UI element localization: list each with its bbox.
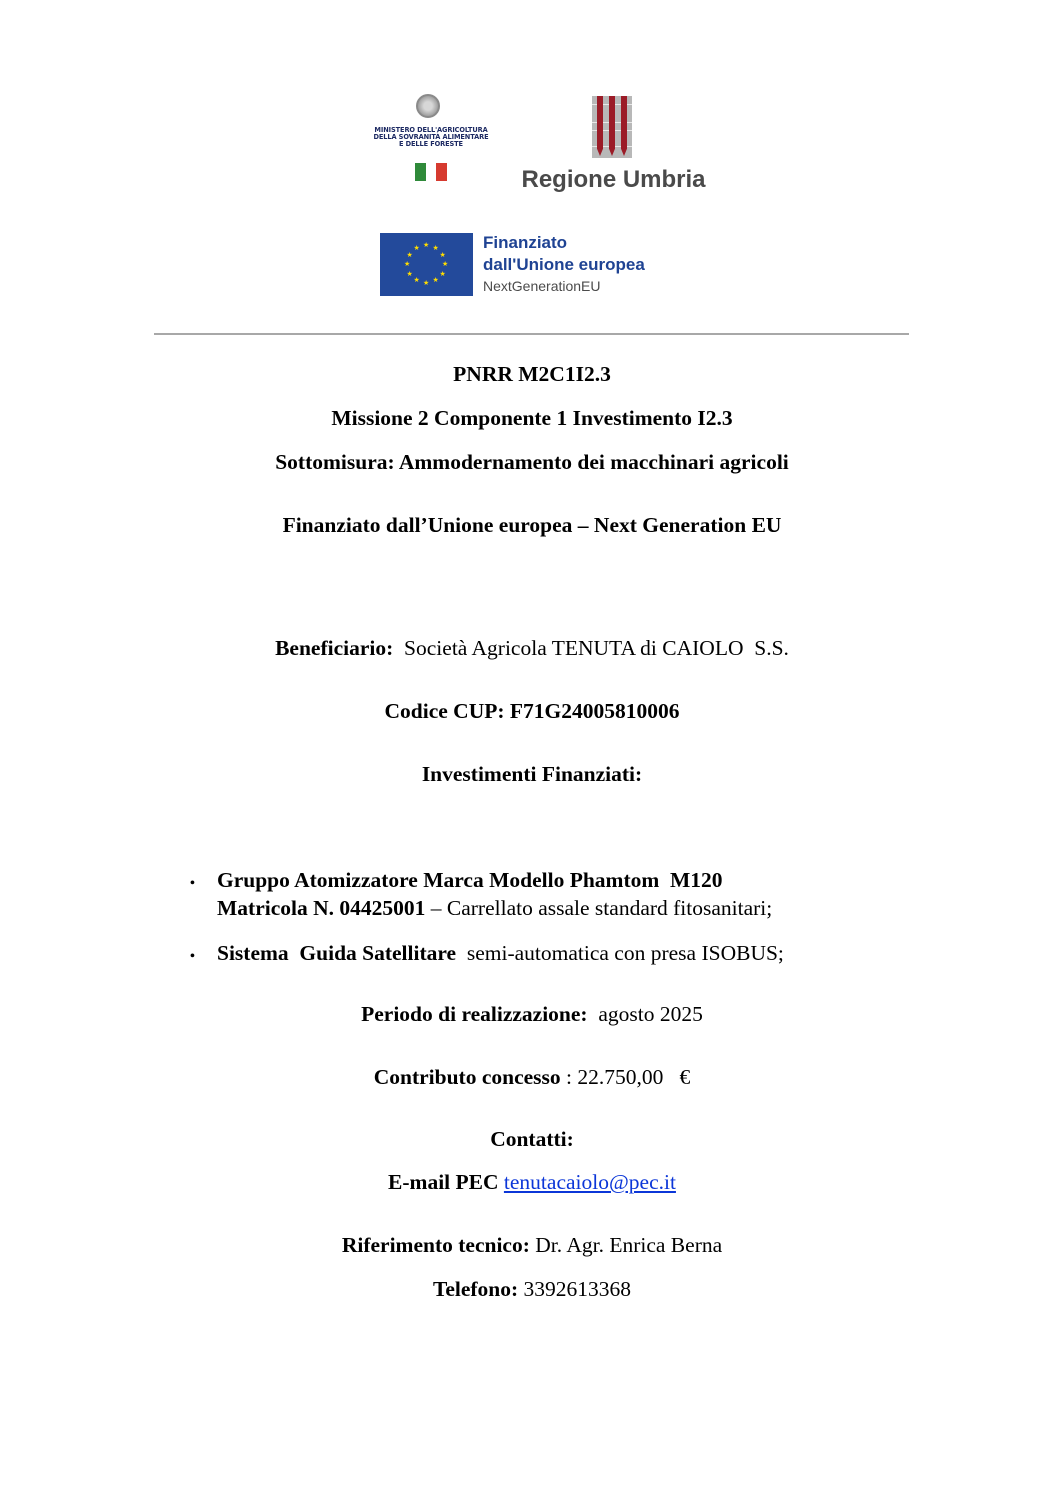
beneficiary-value: Società Agricola TENUTA di CAIOLO S.S. [404,636,789,660]
bullet-icon: • [190,949,195,964]
bullet-icon: • [190,876,195,891]
eu-line-2: dall'Unione europea [483,255,645,274]
investment-item-serial: Matricola N. 04425001 [217,896,426,920]
technical-reference [0,1233,1064,1258]
project-code: PNRR M2C1I2.3 [453,362,611,386]
email-link[interactable]: tenutacaiolo@pec.it [503,1170,676,1194]
cup-code [0,699,1064,724]
eu-star-icon: ★ [406,269,413,278]
period-label: Periodo di realizzazione: [361,1002,588,1026]
tech-label: Riferimento tecnico: [341,1233,530,1257]
ministry-logo [360,92,502,187]
eu-star-icon: ★ [432,243,439,252]
cup-value: F71G24005810006 [509,699,680,723]
regione-umbria-logo [511,96,716,201]
eu-funding-logo [380,233,685,297]
ministry-name [360,127,502,148]
eu-star-icon: ★ [432,276,439,285]
eu-star-icon: ★ [442,260,449,268]
contribution-label: Contributo concesso [373,1065,561,1089]
cup-label: Codice CUP: [384,699,505,723]
submeasure-line: Sottomisura: Ammodernamento dei macchinari agricoli [275,450,789,474]
eu-star-icon: ★ [404,260,411,268]
contribution [0,1065,1064,1090]
phone-label: Telefono: [432,1277,519,1301]
beneficiary [0,636,1064,661]
period [0,1002,1064,1027]
phone-value: 3392613368 [523,1277,632,1301]
mission-line: Missione 2 Componente 1 Investimento I2.3 [331,406,733,430]
email-line [0,1170,1064,1195]
contacts-title: Contatti: [490,1127,574,1151]
phone-line [0,1277,1064,1302]
ministry-line-1: MINISTERO DELL'AGRICOLTURA [374,126,488,134]
funding-line: Finanziato dall’Unione europea – Next Generation EU [282,513,782,537]
ministry-line-2: DELLA SOVRANITÀ ALIMENTARE [373,133,489,141]
italian-emblem-icon [416,94,440,118]
eu-star-icon: ★ [406,250,413,259]
eu-star-icon: ★ [413,243,420,252]
investment-item-desc: – Carrellato assale standard fitosanitari; [425,896,773,920]
eu-star-icon: ★ [423,241,430,249]
ministry-line-3: E DELLE FORESTE [399,140,463,148]
tech-value: Dr. Agr. Enrica Berna [535,1233,723,1257]
period-value: agosto 2025 [598,1002,703,1026]
eu-line-1: Finanziato [483,233,568,252]
beneficiary-label: Beneficiario: [275,636,394,660]
investments-title: Investimenti Finanziati: [421,762,643,786]
umbria-name: Regione Umbria [521,166,706,193]
eu-star-icon: ★ [439,269,446,278]
eu-star-icon: ★ [439,250,446,259]
header-divider [154,333,909,335]
investment-item-title: Gruppo Atomizzatore Marca Modello Phamtom M120 [217,868,723,892]
eu-flag-icon [380,233,473,296]
eu-star-icon: ★ [413,276,420,285]
email-label: E-mail PEC [388,1170,499,1194]
umbria-candles-icon [592,96,632,158]
investment-item-title: Sistema Guida Satellitare [217,941,457,965]
italian-flag-icon [415,163,447,181]
investment-item-desc: semi-automatica con presa ISOBUS; [456,941,784,965]
eu-star-icon: ★ [423,279,430,287]
eu-line-3: NextGenerationEU [483,278,601,294]
contribution-value: : 22.750,00 € [566,1065,691,1089]
